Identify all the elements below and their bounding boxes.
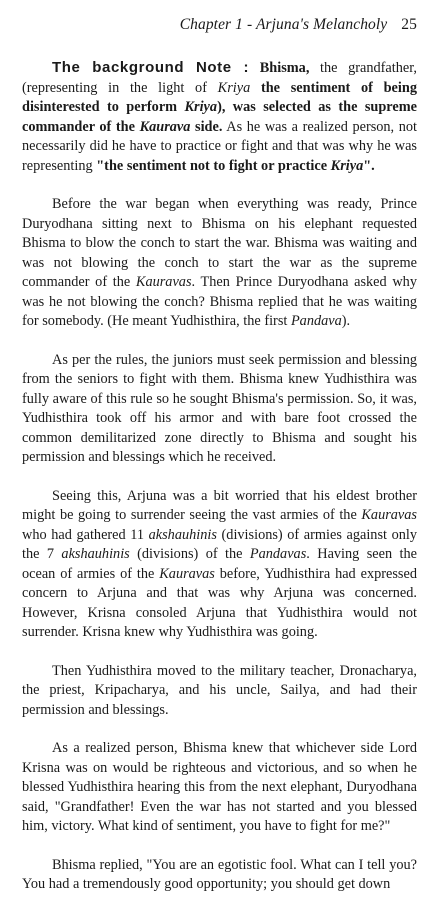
emphasis: "the sentiment not to fight or practice (96, 157, 331, 174)
page-number: 25 (401, 16, 417, 33)
italic-term: Kauravas (135, 274, 192, 290)
italic-term: Kriya (217, 79, 251, 96)
emphasis: side. (190, 118, 223, 135)
text-run: ). (341, 313, 351, 329)
emphasis: ), was selected as the supreme commander of the (22, 99, 417, 135)
text-run: (divisions) of the (129, 546, 250, 562)
text-run: before, Yudhisthira had expressed concern to Arjuna and that was why Arjuna was concerned. However, Krisna consoled Arjuna that Yudhisthira would not surrender. Krisna knew why Yudhisthira was going. (22, 565, 417, 640)
text-run: Bhisma replied, "You are an egotistic fool. What can I tell you? You had a tremendously good opportunity; you should get down (22, 856, 417, 892)
emphasis: the sentiment of being disinterested to perform (22, 79, 417, 115)
paragraph-duryodhana (22, 739, 417, 837)
emphasis: Bhisma, (259, 60, 310, 76)
italic-term: Kriya (184, 99, 218, 115)
italic-term: Kaurava (139, 118, 191, 135)
text-run: . Then Prince Duryodhana asked why was he not blowing the conch? Bhisma replied that he was waiting for somebody. (He meant Yudhisthira, the first (22, 274, 417, 329)
italic-term: Kriya (330, 157, 364, 174)
paragraph-arjuna-worried (22, 487, 417, 643)
italic-term: akshauhinis (61, 546, 130, 562)
paragraph-rules (22, 351, 417, 468)
paragraph-bhisma-reply (22, 856, 417, 895)
background-note-heading: The background Note : (52, 59, 250, 76)
text-run: As a realized person, Bhisma knew that whichever side Lord Krisna was on would be righteous and victorious, and so when he blessed Yudhisthira hearing this from the next elephant, Duryodhana said, "Grandfather! Even the war has not started and you blessed him, victory. What kind of sentiment, you have to fight for me?" (22, 740, 417, 834)
running-title: Chapter 1 - Arjuna's Melancholy (179, 16, 388, 33)
paragraph-war-begins (22, 195, 417, 332)
text-run: Before the war began when everything was ready, Prince Duryodhana sitting next to Bhisma on his elephant requested Bhisma to blow the conch to start the war. Bhisma was waiting and was not blowing the conch to start the war as the supreme commander of the (22, 196, 417, 290)
text-run: As he was a realized person, not necessarily did he have to practice or fight and that was why he was representing (22, 118, 418, 174)
text-run: the grandfather, (representing in the light of (22, 60, 417, 96)
text-run: who had gathered 11 (22, 526, 149, 543)
italic-term: Kauravas (159, 565, 215, 582)
text-run: Seeing this, Arjuna was a bit worried that his eldest brother might be going to surrender seeing the vast armies of the (22, 487, 417, 523)
paragraph-background-note (22, 58, 417, 176)
text-run: As per the rules, the juniors must seek permission and blessing from the seniors to fight with them. Bhisma knew Yudhisthira was fully aware of this rule so he sought Bhisma's permission. So, it was, Yudhisthira took off his armor and with bare foot crossed the common demilitarized zone directly to Bhisma and sought his permission and blessings which he received. (22, 351, 417, 465)
running-header (180, 16, 417, 34)
text-run: . Having seen the ocean of armies of the (22, 546, 417, 582)
italic-term: akshauhinis (148, 526, 217, 543)
emphasis: ". (363, 157, 375, 174)
italic-term: Kauravas (361, 507, 417, 523)
body-text (22, 58, 417, 914)
paragraph-teachers (22, 662, 417, 721)
italic-term: Pandavas (249, 546, 307, 562)
text-run: (divisions) of armies against only the 7 (22, 526, 417, 562)
text-run: Then Yudhisthira moved to the military teacher, Dronacharya, the priest, Kripacharya, and his uncle, Sailya, and had their permission and blessings. (22, 662, 417, 718)
italic-term: Pandava (290, 313, 342, 329)
